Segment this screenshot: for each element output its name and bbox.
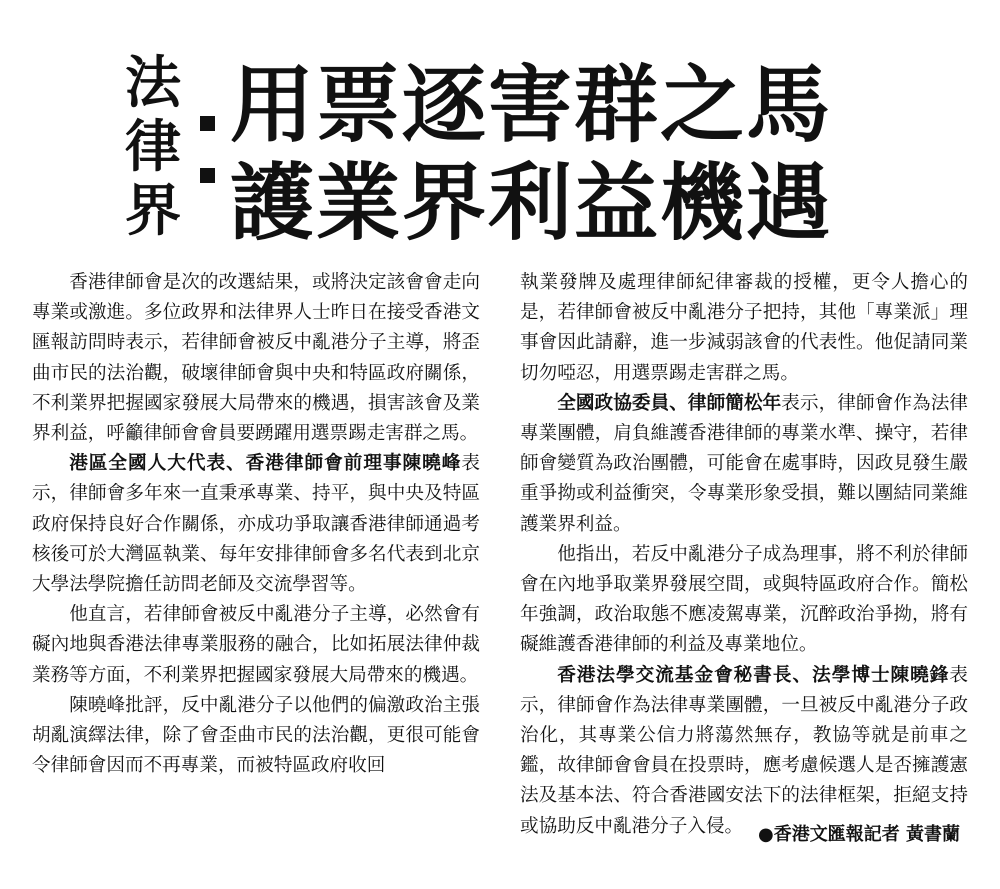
separator-dots [198, 116, 220, 206]
separator-dot [200, 168, 215, 183]
paragraph-lead: 全國政協委員、律師簡松年 [557, 392, 782, 414]
paragraph-text: 表示，律師會作為法律專業團體，肩負維護香港律師的專業水準、操守，若律師會變質為政治團體，可能會在處事時，因政見發生嚴重爭拗或利益衝突，令專業形象受損，難以團結同業維護業界利益。 [520, 392, 968, 535]
headline-line-2: 護業界利益機遇 [230, 154, 833, 252]
kicker-char: 界 [125, 179, 181, 244]
right-column [520, 268, 968, 842]
article-body [32, 268, 968, 848]
paragraph: 他指出，若反中亂港分子成為理事，將不利於律師會在內地爭取業界發展空間，或與特區政府合作。簡松年強調，政治取態不應凌駕專業，沉醉政治爭拗，將有礙維護香港律師的利益及專業地位。 [520, 543, 968, 656]
kicker-char: 法 [125, 51, 181, 116]
paragraph [520, 661, 968, 842]
paragraph: 他直言，若律師會被反中亂港分子主導，必然會有礙內地與香港法律專業服務的融合，比如拓展法律仲裁業務等方面，不利業界把握國家發展大局帶來的機遇。 [32, 604, 480, 686]
headline-block [118, 52, 878, 257]
paragraph: 陳曉峰批評，反中亂港分子以他們的偏激政治主張胡亂演繹法律，除了會歪曲市民的法治觀，更很可能會令律師會因而不再專業，而被特區政府收回 [32, 694, 480, 777]
paragraph: 執業發牌及處理律師紀律審裁的授權，更令人擔心的是，若律師會被反中亂港分子把持，其他「專業派」理事會因此請辭，進一步減弱該會的代表性。他促請同業切勿啞忍，用選票踢走害群之馬。 [520, 272, 968, 384]
kicker-char: 律 [125, 115, 181, 180]
paragraph-text: 表示，律師會多年來一直秉承專業、持平，與中央及特區政府保持良好合作關係，亦成功爭取讓香港律師通過考核後可於大灣區執業、每年安排律師會多名代表到北京大學法學院擔任訪問老師及交流學習等。 [32, 453, 480, 596]
paragraph-lead: 港區全國人大代表、香港律師會前理事陳曉峰 [69, 453, 462, 475]
paragraph-text: 表示，律師會作為法律專業團體，一旦被反中亂港分子政治化，其專業公信力將蕩然無存，教協等就是前車之鑑，故律師會會員在投票時，應考慮候選人是否擁護憲法及基本法、符合香港國安法下的法律框架，拒絕支持或協助反中亂港分子入侵。 [520, 664, 968, 837]
headline-title [230, 56, 878, 252]
paragraph-lead: 香港法學交流基金會秘書長、法學博士陳曉鋒 [557, 664, 950, 686]
section-kicker [118, 52, 188, 244]
left-column [32, 268, 480, 781]
paragraph [520, 389, 968, 540]
paragraph: 香港律師會是次的改選結果，或將決定該會會走向專業或激進。多位政界和法律界人士昨日在接受香港文匯報訪問時表示，若律師會被反中亂港分子主導，將歪曲市民的法治觀，破壞律師會與中央和特區政府關係，不利業界把握國家發展大局帶來的機遇，損害該會及業界利益，呼籲律師會會員要踴躍用選票踢走害群之馬。 [32, 272, 480, 445]
separator-dot [200, 116, 215, 131]
paragraph [32, 449, 480, 600]
byline: ●香港文匯報記者 黃書蘭 [758, 824, 960, 845]
headline-line-1: 用票逐害群之馬 [230, 56, 833, 154]
